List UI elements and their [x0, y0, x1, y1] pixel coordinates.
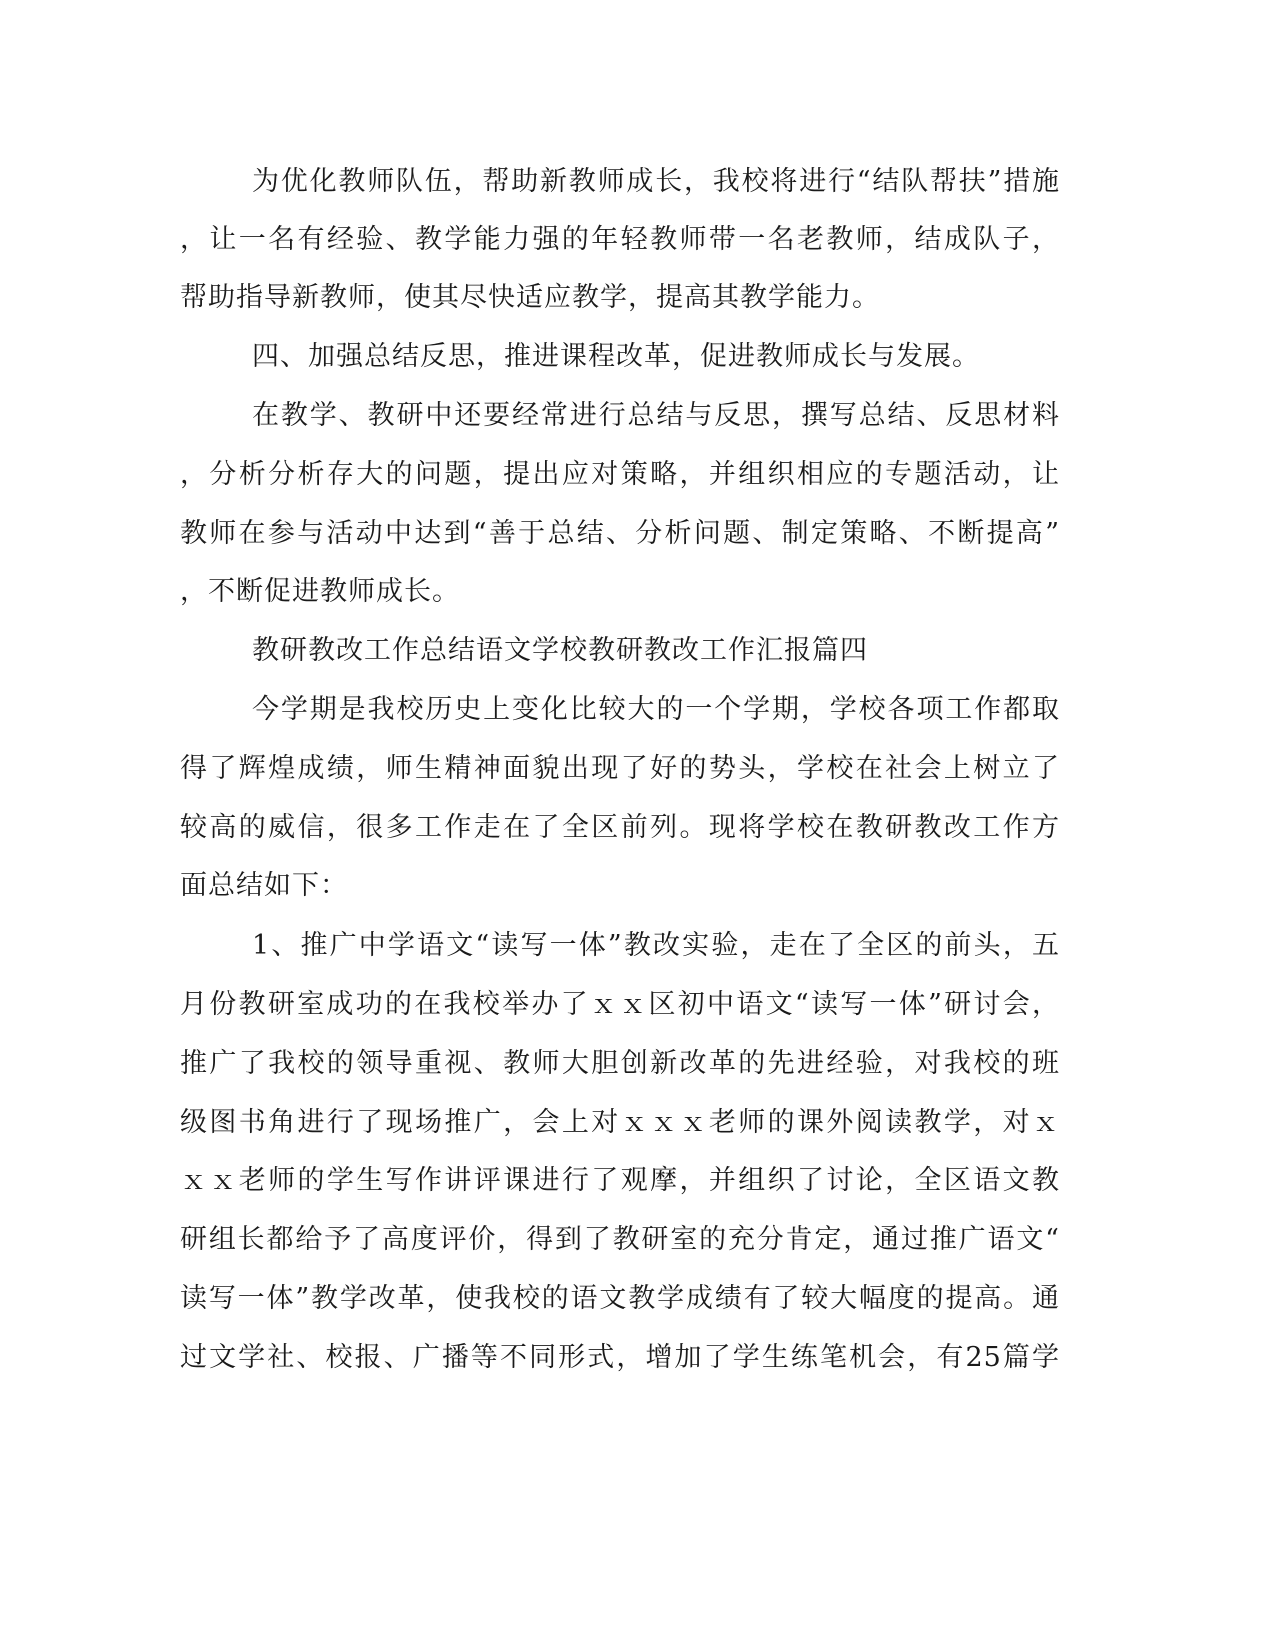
- text-line: 面总结如下：: [180, 870, 348, 901]
- text-line: 过文学社、校报、广播等不同形式，增加了学生练笔机会，有25篇学: [180, 1342, 1060, 1373]
- text-line: ｘｘ老师的学生写作讲评课进行了观摩，并组织了讨论，全区语文教: [180, 1165, 1060, 1196]
- text-line: 推广了我校的领导重视、教师大胆创新改革的先进经验，对我校的班: [180, 1048, 1060, 1079]
- text-line: ，分析分析存大的问题，提出应对策略，并组织相应的专题活动，让: [180, 459, 1060, 490]
- text-line: ，让一名有经验、教学能力强的年轻教师带一名老教师，结成队子，: [180, 224, 1060, 255]
- text-line: 月份教研室成功的在我校举办了ｘｘ区初中语文“读写一体”研讨会，: [180, 989, 1060, 1020]
- section-heading: 四、加强总结反思，推进课程改革，促进教师成长与发展。: [252, 341, 980, 372]
- text-line: 得了辉煌成绩，师生精神面貌出现了好的势头，学校在社会上树立了: [180, 753, 1060, 784]
- text-line: 1、推广中学语文“读写一体”教改实验，走在了全区的前头，五: [252, 930, 1060, 961]
- text-line: 级图书角进行了现场推广，会上对ｘｘｘ老师的课外阅读教学，对ｘ: [180, 1107, 1060, 1138]
- text-line: 较高的威信，很多工作走在了全区前列。现将学校在教研教改工作方: [180, 812, 1060, 843]
- text-line: 在教学、教研中还要经常进行总结与反思，撰写总结、反思材料: [252, 400, 1060, 431]
- text-line: 今学期是我校历史上变化比较大的一个学期，学校各项工作都取: [252, 694, 1060, 725]
- text-line: 研组长都给予了高度评价，得到了教研室的充分肯定，通过推广语文“: [180, 1224, 1060, 1255]
- text-line: 为优化教师队伍，帮助新教师成长，我校将进行“结队帮扶”措施: [252, 166, 1060, 197]
- text-line: 教师在参与活动中达到“善于总结、分析问题、制定策略、不断提高”: [180, 518, 1060, 549]
- text-line: 读写一体”教学改革，使我校的语文教学成绩有了较大幅度的提高。通: [180, 1283, 1060, 1314]
- text-line: 帮助指导新教师，使其尽快适应教学，提高其教学能力。: [180, 282, 880, 313]
- article-title: 教研教改工作总结语文学校教研教改工作汇报篇四: [252, 635, 868, 666]
- text-line: ，不断促进教师成长。: [180, 576, 460, 607]
